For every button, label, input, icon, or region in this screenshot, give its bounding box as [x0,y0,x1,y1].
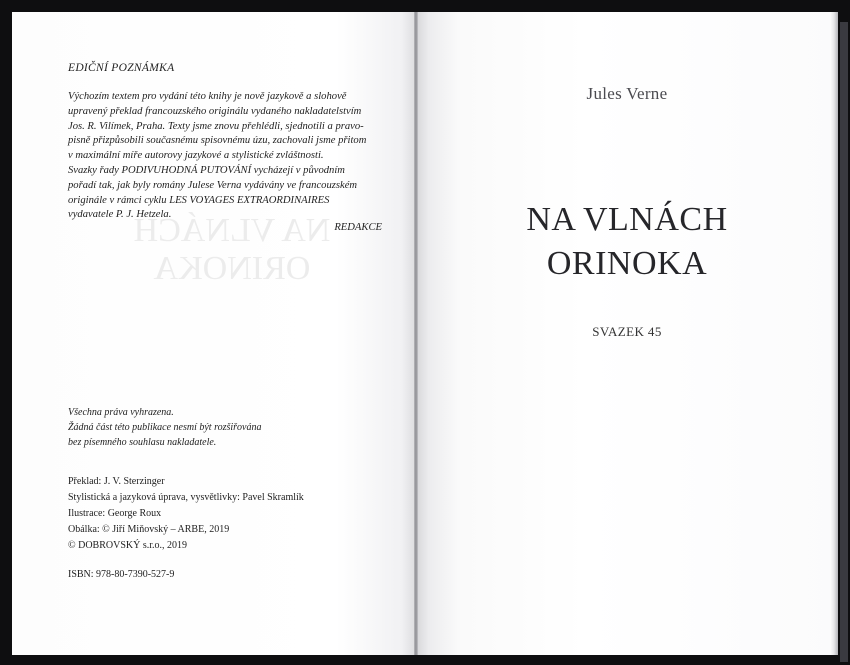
credit-copyright: © DOBROVSKÝ s.r.o., 2019 [68,540,187,551]
credit-cover: Obálka: © Jiří Miňovský – ARBE, 2019 [68,524,230,535]
book-gutter [414,12,418,655]
book-title [416,198,838,286]
show-through-ghost: NA VLNÁCH ORINOKA [133,212,331,287]
edition-note-line: v maximální míře autorovy jazykové a stylistické zvláštnosti. [68,150,324,162]
edition-note-line: Výchozím textem pro vydání této knihy je nově jazykově a slohově [68,91,347,102]
rights-notice [68,405,368,451]
book-title-line: ORINOKA [546,245,708,282]
edition-note-signature: REDAKCE [334,222,382,233]
rights-line: Žádná část této publikace nesmí být rozšiřována [68,422,262,434]
left-page [12,12,418,655]
edition-note-line: Jos. R. Vilímek, Praha. Texty jsme znovu přehlédli, sjednotili a pravo- [68,120,364,132]
volume-number: SVAZEK 45 [592,324,662,339]
book-spread [12,12,838,655]
credit-editing: Stylistická a jazyková úprava, vysvětlivky: Pavel Skramlík [68,492,304,503]
page-edge [830,12,838,655]
edition-note-body [68,90,370,223]
book-title-line: NA VLNÁCH [526,201,728,238]
book-cover-edge [840,22,848,662]
author-name: Jules Verne [586,84,668,103]
credits [68,474,388,554]
edition-note-line: pořadí tak, jak byly romány Julese Verna vydávány ve francouzském [68,179,358,191]
edition-note-line: vydavatele P. J. Hetzela. [68,209,172,221]
right-page [416,12,838,655]
rights-line: bez písemného souhlasu nakladatele. [68,437,217,449]
credit-illustration: Ilustrace: George Roux [68,508,162,519]
edition-note-line: upravený překlad francouzského originálu vydaného nakladatelstvím [68,105,362,117]
edition-note-line: Svazky řady PODIVUHODNÁ PUTOVÁNÍ vycházejí v původním [68,164,345,176]
edition-note-heading: EDIČNÍ POZNÁMKA [68,62,175,74]
edition-note-line: originále v rámci cyklu LES VOYAGES EXTRAORDINAIRES [68,194,330,206]
credit-translation: Překlad: J. V. Sterzinger [68,476,165,487]
edition-note-line: pisně přizpůsobili současnému spisovnému úzu, zachovali jsme přitom [68,135,367,147]
isbn: ISBN: 978-80-7390-527-9 [68,569,175,580]
rights-line: Všechna práva vyhrazena. [68,407,174,418]
